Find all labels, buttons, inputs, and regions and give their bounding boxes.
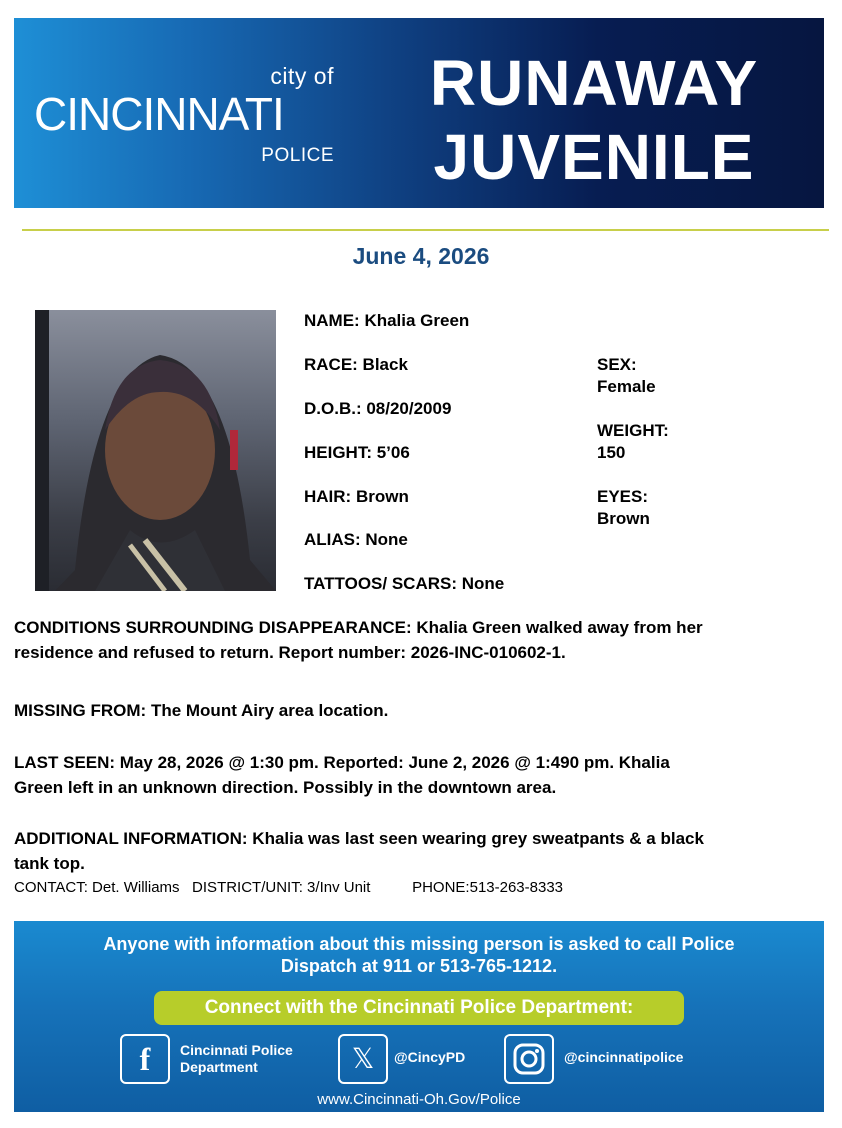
logo-city-text: city of <box>270 63 334 89</box>
sex-value: Female <box>597 377 656 396</box>
last-seen-line-1: LAST SEEN: May 28, 2026 @ 1:30 pm. Reported: June 2, 2026 @ 1:490 pm. Khalia <box>14 753 670 772</box>
title-line-1: RUNAWAY <box>429 47 759 119</box>
x-link[interactable] <box>338 1034 498 1086</box>
hair-field: HAIR: Brown <box>304 487 409 506</box>
last-seen-paragraph <box>14 750 829 800</box>
name-field: NAME: Khalia Green <box>304 311 470 330</box>
eyes-value: Brown <box>597 509 650 528</box>
cincinnati-police-logo <box>34 63 334 173</box>
contact-line: CONTACT: Det. Williams DISTRICT/UNIT: 3/Inv Unit PHONE:513-263-8333 <box>14 879 564 896</box>
connect-banner: Connect with the Cincinnati Police Department: <box>154 991 684 1025</box>
poster-date: June 4, 2026 <box>352 243 490 269</box>
footer-message <box>14 933 824 977</box>
tattoos-field: TATTOOS/ SCARS: None <box>304 574 505 593</box>
footer-banner <box>14 921 824 1112</box>
facebook-label-line-1: Cincinnati Police <box>180 1042 293 1058</box>
additional-info-paragraph <box>14 826 829 876</box>
height-field: HEIGHT: 5’06 <box>304 443 410 462</box>
eyes-field <box>597 486 650 530</box>
facebook-label-line-2: Department <box>180 1059 258 1075</box>
additional-info-line-1: ADDITIONAL INFORMATION: Khalia was last seen wearing grey sweatpants & a black <box>14 829 704 848</box>
instagram-link[interactable] <box>504 1034 744 1086</box>
weight-value: 150 <box>597 443 626 462</box>
conditions-text-1: Khalia Green walked away from her <box>411 618 703 637</box>
website-link[interactable]: www.Cincinnati-Oh.Gov/Police <box>317 1091 521 1108</box>
facebook-label <box>180 1042 293 1076</box>
title-line-2: JUVENILE <box>433 121 755 193</box>
footer-message-line-2: Dispatch at 911 or 513-765-1212. <box>280 956 558 976</box>
eyes-label: EYES: <box>597 487 649 506</box>
facebook-icon: f <box>120 1034 170 1084</box>
person-photo <box>35 310 276 591</box>
alias-field: ALIAS: None <box>304 530 408 549</box>
conditions-text-2: residence and refused to return. Report number: 2026-INC-010602-1. <box>14 643 566 662</box>
missing-from-paragraph <box>14 698 829 723</box>
weight-field <box>597 420 669 464</box>
missing-from-text: The Mount Airy area location. <box>146 701 389 720</box>
sex-field <box>597 354 656 398</box>
conditions-label: CONDITIONS SURROUNDING DISAPPEARANCE: <box>14 618 412 637</box>
weight-label: WEIGHT: <box>597 421 669 440</box>
instagram-icon <box>504 1034 554 1084</box>
x-icon: 𝕏 <box>338 1034 388 1084</box>
footer-message-line-1: Anyone with information about this missing person is asked to call Police <box>103 934 735 954</box>
missing-from-label: MISSING FROM: <box>14 701 147 720</box>
dob-field: D.O.B.: 08/20/2009 <box>304 399 452 418</box>
header-banner <box>14 18 824 208</box>
instagram-handle: @cincinnatipolice <box>564 1049 684 1065</box>
sex-label: SEX: <box>597 355 637 374</box>
logo-main-text: CINCINNATI <box>34 88 284 140</box>
divider-line <box>22 229 829 231</box>
logo-police-text: POLICE <box>261 145 334 166</box>
last-seen-line-2: Green left in an unknown direction. Possibly in the downtown area. <box>14 778 557 797</box>
facebook-link[interactable] <box>120 1034 320 1086</box>
conditions-paragraph <box>14 615 829 665</box>
race-field: RACE: Black <box>304 355 408 374</box>
additional-info-line-2: tank top. <box>14 854 85 873</box>
photo-illustration <box>35 310 276 591</box>
poster-title <box>374 46 814 194</box>
x-handle: @CincyPD <box>394 1049 466 1065</box>
